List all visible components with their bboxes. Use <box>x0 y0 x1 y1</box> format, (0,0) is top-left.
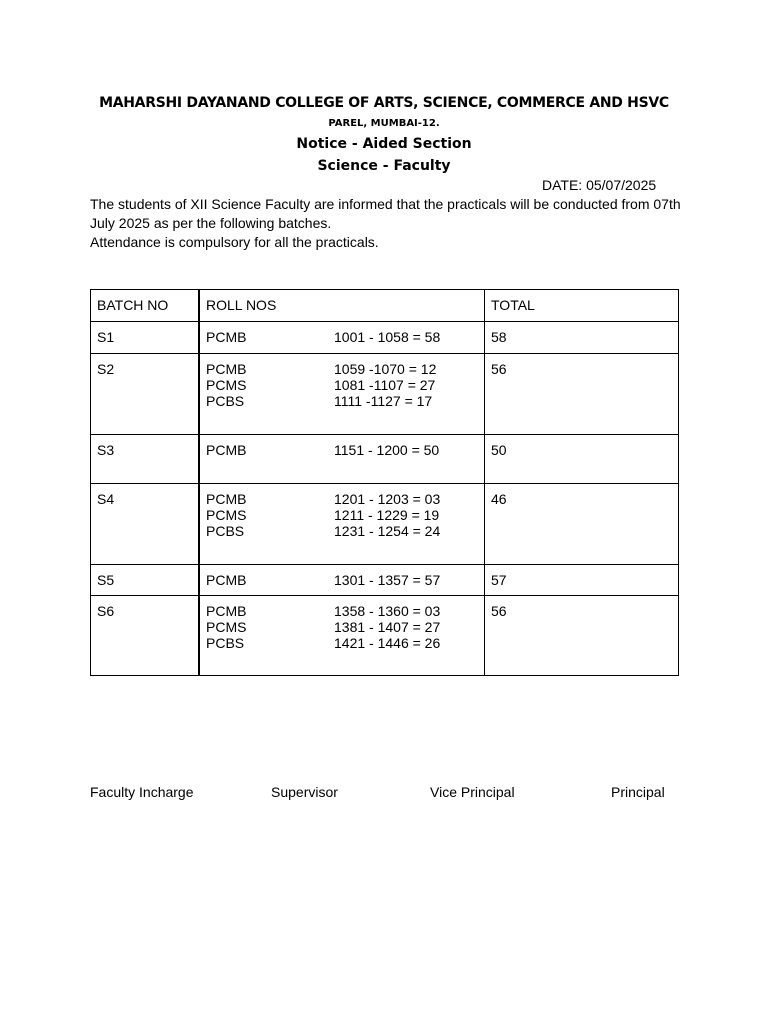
intro-line: Attendance is compulsory for all the practicals. <box>90 234 379 250</box>
batch-cell: S3 <box>91 435 200 484</box>
intro-line: The students of XII Science Faculty are informed that the practicals will be conducted from 07th July 2025 as per the following batches. <box>90 196 681 231</box>
faculty-title: Science - Faculty <box>317 158 451 174</box>
batch-cell: S1 <box>91 322 200 354</box>
subject-group: PCMB <box>206 491 247 507</box>
batch-cell: S5 <box>91 565 200 596</box>
college-address: PAREL, MUMBAI-12. <box>328 118 440 129</box>
roll-line <box>206 523 478 539</box>
roll-cell <box>199 435 485 484</box>
subject-group: PCMB <box>206 361 247 377</box>
roll-line <box>206 491 478 507</box>
table-row <box>91 435 679 484</box>
subject-group: PCMB <box>206 572 247 588</box>
roll-range: 1231 - 1254 = 24 <box>334 523 441 539</box>
total-cell: 46 <box>485 484 679 565</box>
signature-supervisor: Supervisor <box>271 784 338 800</box>
college-name: MAHARSHI DAYANAND COLLEGE OF ARTS, SCIENCE, COMMERCE AND HSVC <box>99 95 669 111</box>
batch-cell: S6 <box>91 596 200 676</box>
subject-group: PCBS <box>206 523 245 539</box>
total-cell: 57 <box>485 565 679 596</box>
total-cell: 50 <box>485 435 679 484</box>
batch-cell: S2 <box>91 354 200 435</box>
roll-cell <box>199 354 485 435</box>
roll-cell <box>199 322 485 354</box>
intro-text <box>90 195 690 252</box>
table-row <box>91 596 679 676</box>
roll-range: 1059 -1070 = 12 <box>334 361 437 377</box>
roll-range: 1111 -1127 = 17 <box>334 393 433 409</box>
table-row <box>91 484 679 565</box>
signature-faculty-incharge: Faculty Incharge <box>90 784 194 800</box>
roll-line <box>206 329 478 345</box>
subject-group: PCMB <box>206 329 247 345</box>
batch-table <box>90 289 679 676</box>
subject-group: PCMS <box>206 377 247 393</box>
batch-cell: S4 <box>91 484 200 565</box>
header-roll-nos: ROLL NOS <box>199 290 485 322</box>
roll-line <box>206 507 478 523</box>
roll-range: 1201 - 1203 = 03 <box>334 491 441 507</box>
roll-range: 1421 - 1446 = 26 <box>334 635 441 651</box>
signature-vice-principal: Vice Principal <box>430 784 515 800</box>
notice-title: Notice - Aided Section <box>296 136 472 152</box>
roll-line <box>206 442 478 458</box>
total-cell: 56 <box>485 596 679 676</box>
subject-group: PCBS <box>206 393 245 409</box>
roll-line <box>206 361 478 377</box>
subject-group: PCMS <box>206 507 247 523</box>
roll-cell <box>199 596 485 676</box>
subject-group: PCBS <box>206 635 245 651</box>
roll-line <box>206 619 478 635</box>
table-row <box>91 322 679 354</box>
subject-group: PCMS <box>206 619 247 635</box>
total-cell: 56 <box>485 354 679 435</box>
subject-group: PCMB <box>206 603 247 619</box>
header-total: TOTAL <box>485 290 679 322</box>
roll-range: 1081 -1107 = 27 <box>334 377 436 393</box>
roll-range: 1358 - 1360 = 03 <box>334 603 441 619</box>
roll-line <box>206 572 478 588</box>
subject-group: PCMB <box>206 442 247 458</box>
roll-range: 1151 - 1200 = 50 <box>334 442 440 458</box>
roll-range: 1381 - 1407 = 27 <box>334 619 441 635</box>
roll-cell <box>199 565 485 596</box>
signature-principal: Principal <box>611 784 665 800</box>
total-cell: 58 <box>485 322 679 354</box>
table-header-row <box>91 290 679 322</box>
table-row <box>91 565 679 596</box>
table-row <box>91 354 679 435</box>
roll-range: 1211 - 1229 = 19 <box>334 507 440 523</box>
roll-line <box>206 603 478 619</box>
roll-line <box>206 393 478 409</box>
roll-range: 1001 - 1058 = 58 <box>334 329 441 345</box>
roll-line <box>206 635 478 651</box>
header-batch-no: BATCH NO <box>91 290 200 322</box>
roll-line <box>206 377 478 393</box>
roll-cell <box>199 484 485 565</box>
notice-date: DATE: 05/07/2025 <box>542 177 657 193</box>
roll-range: 1301 - 1357 = 57 <box>334 572 441 588</box>
